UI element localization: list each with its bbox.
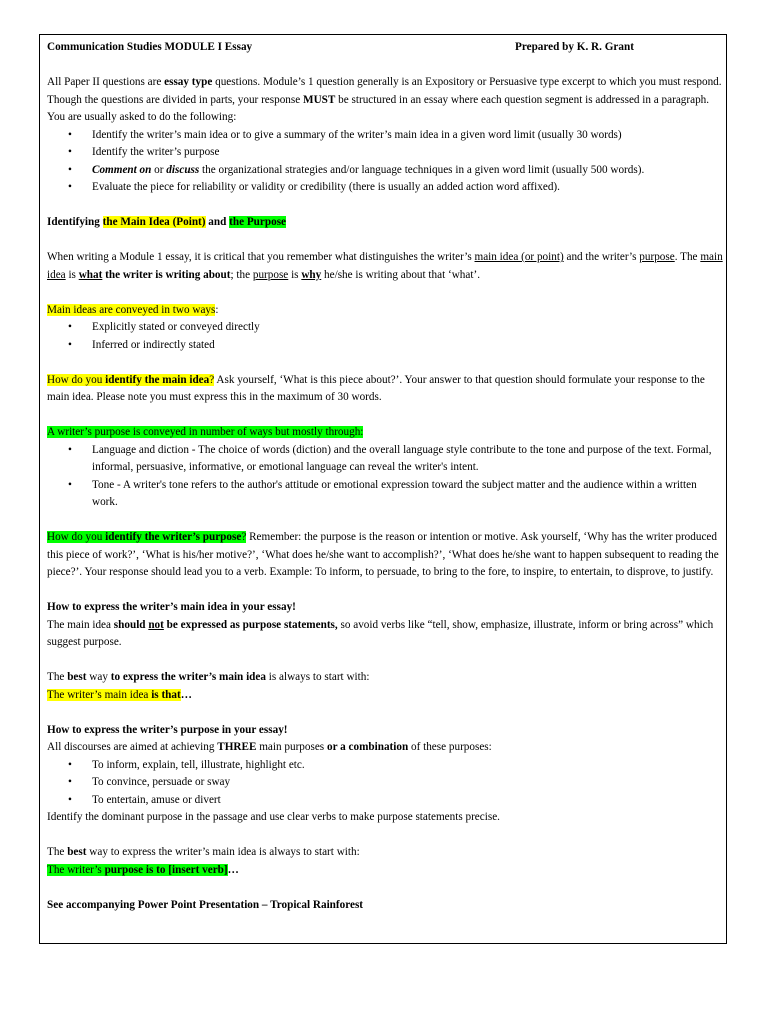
dominant-purpose-paragraph: Identify the dominant purpose in the passage and use clear verbs to make purpose statements precise.	[47, 811, 500, 823]
best-main-paragraph: The best way to express the writer’s main idea is always to start with:	[47, 671, 370, 683]
list-item: • Evaluate the piece for reliability or validity or credibility (there is usually an added action word affixed).	[47, 179, 723, 197]
document-content	[47, 39, 723, 914]
footer-note: See accompanying Power Point Presentation – Tropical Rainforest	[47, 898, 364, 911]
main-ideas-heading: Main ideas are conveyed in two ways:	[47, 303, 219, 316]
list-item: • To convince, persuade or sway	[47, 774, 723, 792]
purpose-ways-heading: A writer’s purpose is conveyed in number of ways but mostly through:	[47, 426, 364, 438]
identify-purpose-paragraph: How do you identify the writer’s purpose? Remember: the purpose is the reason or intention or motive. Ask yourself, ‘Why has the writer produced this piece of work?’, ‘What is his/her motive?’, ‘What does he/she want to accomplish?’, ‘What does he/she want to happen subsequent to reading the piece?’. Your response should lead you to a verb. Example: To inform, to persuade, to bring to the fore, to inspire, to entertain, to disprove, to justify.	[47, 531, 719, 578]
express-purpose-heading: How to express the writer’s purpose in your essay!	[47, 723, 288, 736]
section-heading-identifying: Identifying the Main Idea (Point) and the Purpose	[47, 216, 287, 228]
header-title: Communication Studies MODULE I Essay	[47, 41, 253, 53]
purpose-starter: The writer’s purpose is to [insert verb]…	[47, 863, 239, 876]
document-page	[39, 34, 727, 944]
header-author: Prepared by K. R. Grant	[515, 41, 634, 53]
purpose-ways-list	[47, 442, 723, 512]
list-item: • To entertain, amuse or divert	[47, 792, 723, 810]
identify-main-idea-paragraph: How do you identify the main idea? Ask yourself, ‘What is this piece about?’. Your answer to that question should formulate your response to the main idea. Please note you must express this in the maximum of 30 words.	[47, 373, 705, 403]
list-item: • Identify the writer’s main idea or to give a summary of the writer’s main idea in a given word limit (usually 30 words)	[47, 127, 723, 145]
purposes-list	[47, 757, 723, 810]
document-header	[47, 39, 723, 57]
list-item: • To inform, explain, tell, illustrate, highlight etc.	[47, 757, 723, 775]
express-purpose-paragraph: All discourses are aimed at achieving THREE main purposes or a combination of these purposes:	[47, 741, 492, 753]
main-idea-starter: The writer’s main idea is that…	[47, 688, 192, 701]
express-main-paragraph: The main idea should not be expressed as purpose statements, so avoid verbs like “tell, show, emphasize, illustrate, inform or bring across” which suggest purpose.	[47, 618, 714, 648]
list-item: • Inferred or indirectly stated	[47, 337, 723, 355]
task-list	[47, 127, 723, 197]
list-item: • Tone - A writer's tone refers to the author's attitude or emotional expression toward the subject matter and the audience within a written work.	[47, 477, 723, 512]
main-ideas-list	[47, 319, 723, 354]
list-item: • Explicitly stated or conveyed directly	[47, 319, 723, 337]
list-item: • Language and diction - The choice of words (diction) and the overall language style contribute to the tone and purpose of the text. Formal, informal, persuasive, informative, or emotional language can reveal the writer's intent.	[47, 442, 723, 477]
intro-paragraph: All Paper II questions are essay type questions. Module’s 1 question generally is an Expository or Persuasive type excerpt to which you must respond. Though the questions are divided in parts, your response MUST be structured in an essay where each question segment is addressed in a paragraph. You are usually asked to do the following:	[47, 76, 722, 123]
express-main-heading: How to express the writer’s main idea in your essay!	[47, 601, 296, 613]
distinguish-paragraph: When writing a Module 1 essay, it is critical that you remember what distinguishes the writer’s main idea (or point) and the writer’s purpose. The main idea is what the writer is writing about; the purpose is why he/she is writing about that ‘what’.	[47, 251, 723, 281]
list-item: • Identify the writer’s purpose	[47, 144, 723, 162]
best-purpose-paragraph: The best way to express the writer’s main idea is always to start with:	[47, 846, 360, 858]
list-item: • Comment on or discuss the organizational strategies and/or language techniques in a given word limit (usually 500 words).	[47, 162, 723, 180]
